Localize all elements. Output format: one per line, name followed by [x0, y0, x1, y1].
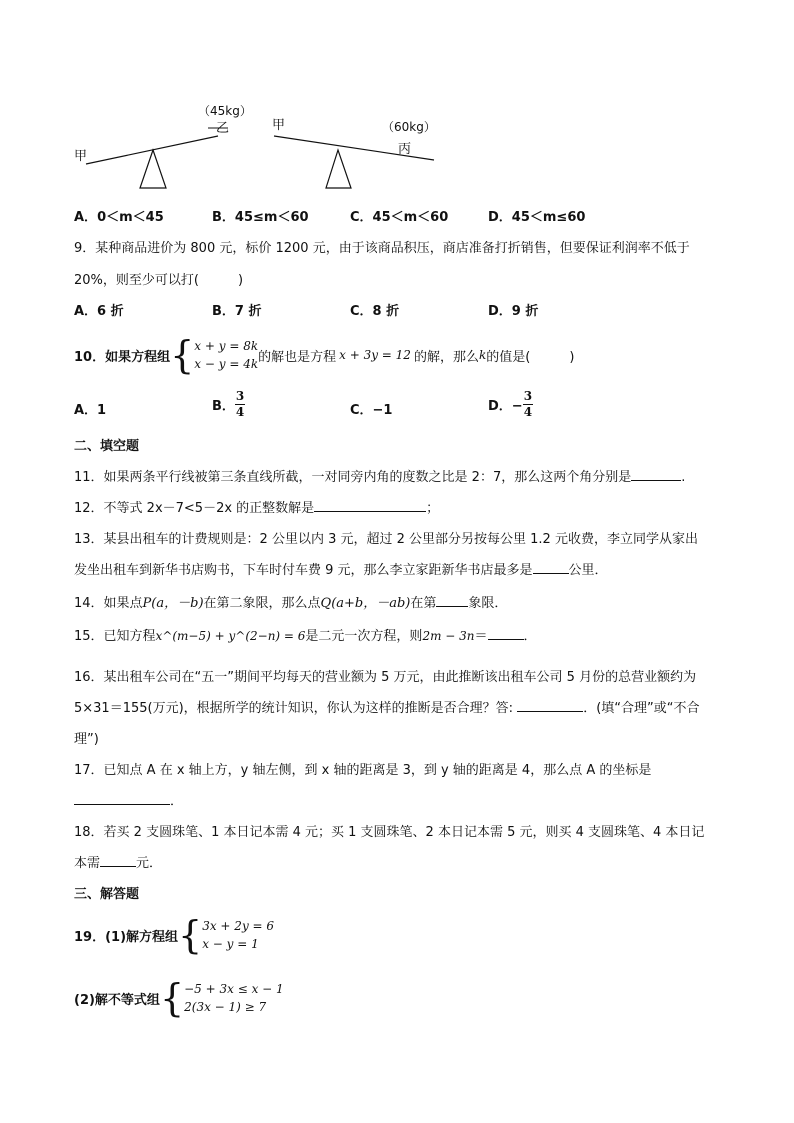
q9-line1: 9．某种商品进价为 800 元，标价 1200 元，由于该商品积压，商店准备打折销售，但要保证利润率不低于 — [74, 241, 690, 256]
q16-line2: 5×31＝155(万元)，根据所学的统计知识，你认为这样的推断是否合理？答: ．(填“合理”或“不合 — [74, 701, 700, 716]
q12: 12．不等式 2x－7<5－2x 的正整数解是 ； — [74, 501, 440, 516]
q8-option-b: B．45≤m＜60 — [212, 210, 309, 225]
q8-option-c: C．45＜m＜60 — [350, 210, 449, 225]
q11: 11．如果两条平行线被第三条直线所截，一对同旁内角的度数之比是 2：7，那么这两个角分别是 . — [74, 470, 686, 485]
q13-line2: 发坐出租车到新华书店购书，下车时付车费 9 元，那么李立家距新华书店最多是 公里． — [74, 563, 608, 578]
left-yi-label: 乙 — [216, 121, 230, 136]
q18-line1: 18．若买 2 支圆珠笔、1 本日记本需 4 元；买 1 支圆珠笔、2 本日记本需 5 元，则买 4 支圆珠笔、4 本日记 — [74, 825, 705, 840]
q17-line1: 17．已知点 A 在 x 轴上方，y 轴左侧，到 x 轴的距离是 3，到 y 轴的距离是 4，那么点 A 的坐标是 — [74, 763, 652, 778]
right-weight-label: （60kg） — [382, 120, 436, 134]
q11-answer-blank[interactable] — [631, 468, 681, 481]
q8-option-d: D．45＜m≤60 — [488, 210, 586, 225]
q16-line1: 16．某出租车公司在“五一”期间平均每天的营业额为 5 万元，由此推断该出租车公司 5 月份的总营业额约为 — [74, 670, 697, 685]
q19-system-2: −5 + 3x ≤ x − 1 2(3x − 1) ≥ 7 — [184, 982, 284, 1014]
left-weight-label: （45kg） — [198, 104, 252, 118]
q10-option-d: D．− $\frac{3}{4}$ — [488, 389, 533, 419]
q10-stem: 10．如果方程组 { x + y = 8k x − y = 4k 的解也是方程 x + 3y = 12 的解，那么 k 的值是( ) — [74, 333, 575, 377]
q17-line2: ． — [74, 790, 183, 809]
q19-part1: 19．(1)解方程组 { 3x + 2y = 6 x − y = 1 — [74, 913, 275, 957]
q10-option-a: A．1 — [74, 403, 107, 418]
q9-option-c: C．8 折 — [350, 304, 400, 319]
q14: 14．如果点P(a，－b)在第二象限，那么点Q(a+b，－ab)在第 象限． — [74, 596, 508, 611]
q15-answer-blank[interactable] — [488, 627, 524, 640]
q14-answer-blank[interactable] — [436, 594, 468, 607]
q10-option-c: C．−1 — [350, 403, 393, 418]
q9-option-d: D．9 折 — [488, 304, 539, 319]
section-heading-solve: 三、解答题 — [74, 887, 140, 902]
q12-answer-blank[interactable] — [314, 499, 426, 512]
q18-line2: 本需 元． — [74, 856, 163, 871]
right-jia-label: 甲 — [272, 118, 286, 133]
q15: 15．已知方程x^(m−5) + y^(2−n) = 6是二元一次方程，则2m − 3n＝ ． — [74, 629, 537, 644]
q9-line2: 20%，则至少可以打( ) — [74, 273, 244, 288]
q9-option-a: A．6 折 — [74, 304, 124, 319]
q19-part2: (2)解不等式组 { −5 + 3x ≤ x − 1 2(3x − 1) ≥ 7 — [74, 976, 284, 1020]
q16-line3: 理”) — [74, 732, 99, 747]
q13-answer-blank[interactable] — [533, 561, 569, 574]
right-bing-label: 丙 — [398, 142, 412, 157]
q19-system-1: 3x + 2y = 6 x − y = 1 — [202, 919, 275, 951]
section-heading-fill-in: 二、填空题 — [74, 439, 140, 454]
q10-system: x + y = 8k x − y = 4k — [194, 339, 259, 371]
left-jia-label: 甲 — [74, 149, 88, 164]
q8-option-a: A．0＜m＜45 — [74, 210, 164, 225]
q16-answer-blank[interactable] — [517, 699, 583, 712]
q17-answer-blank[interactable] — [74, 792, 170, 805]
q13-line1: 13．某县出租车的计费规则是：2 公里以内 3 元，超过 2 公里部分另按每公里 1.2 元收费，李立同学从家出 — [74, 532, 698, 547]
left-seesaw — [86, 128, 228, 188]
q10-option-b: B． $\frac{3}{4}$ — [212, 389, 245, 419]
q9-option-b: B．7 折 — [212, 304, 262, 319]
q18-answer-blank[interactable] — [100, 854, 136, 867]
